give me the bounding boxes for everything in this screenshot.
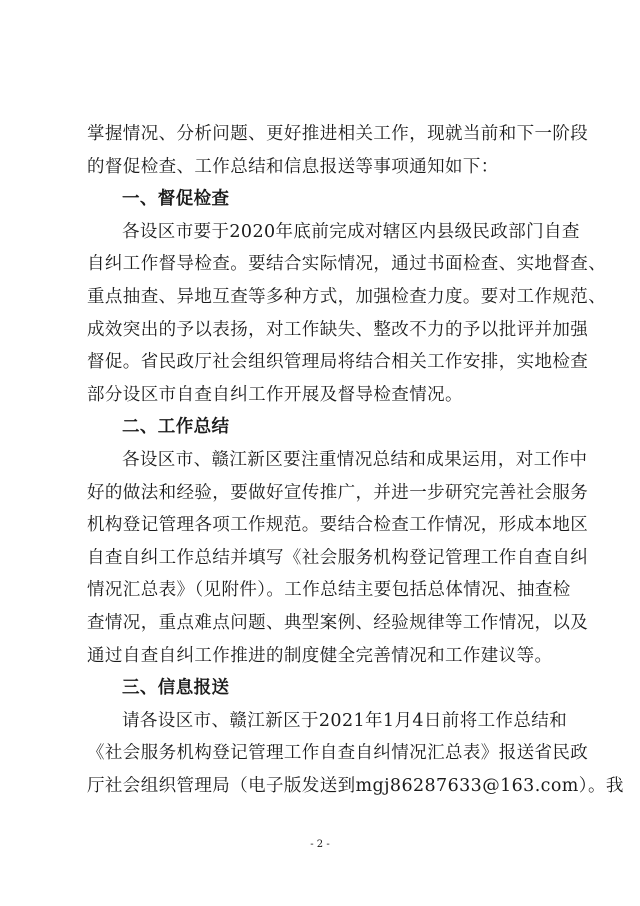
- section-heading-summary: 二、工作总结: [122, 417, 230, 438]
- paragraph-line: 通过自查自纠工作推进的制度健全完善情况和工作建议等。: [87, 645, 553, 666]
- paragraph-line: 的督促检查、工作总结和信息报送等事项通知如下：: [87, 156, 499, 177]
- section-heading-reporting: 三、信息报送: [122, 678, 230, 699]
- paragraph-line: 各设区市、赣江新区要注重情况总结和成果运用，对工作中: [122, 449, 588, 470]
- paragraph-line: 机构登记管理各项工作规范。要结合检查工作情况，形成本地区: [87, 515, 589, 536]
- paragraph-line: 好的做法和经验，要做好宣传推广，并进一步研究完善社会服务: [87, 482, 589, 503]
- paragraph-line: 成效突出的予以表扬，对工作缺失、整改不力的予以批评并加强: [87, 319, 589, 340]
- paragraph-line: 掌握情况、分析问题、更好推进相关工作，现就当前和下一阶段: [87, 124, 589, 144]
- paragraph-line: 重点抽查、异地互查等多种方式，加强检查力度。要对工作规范、: [87, 286, 607, 307]
- paragraph-line: 请各设区市、赣江新区于2021年1月4日前将工作总结和: [122, 710, 568, 731]
- paragraph-line: 督促。省民政厅社会组织管理局将结合相关工作安排，实地检查: [87, 352, 589, 373]
- paragraph-line: 《社会服务机构登记管理工作自查自纠情况汇总表》报送省民政: [87, 743, 589, 764]
- paragraph-line: 各设区市要于2020年底前完成对辖区内县级民政部门自查: [122, 221, 580, 242]
- paragraph-line: 自查自纠工作总结并填写《社会服务机构登记管理工作自查自纠: [87, 547, 589, 568]
- paragraph-line: 部分设区市自查自纠工作开展及督导检查情况。: [87, 384, 463, 405]
- page-number: - 2 -: [310, 839, 330, 850]
- paragraph-line: 自纠工作督导检查。要结合实际情况，通过书面检查、实地督查、: [87, 254, 607, 275]
- document-body: [87, 118, 624, 802]
- section-heading-supervision: 一、督促检查: [122, 189, 230, 210]
- paragraph-line: 厅社会组织管理局（电子版发送到mgj86287633@163.com）。我: [87, 775, 624, 796]
- paragraph-line: 查情况，重点难点问题、典型案例、经验规律等工作情况，以及: [87, 612, 589, 633]
- paragraph-line: 情况汇总表》（见附件）。工作总结主要包括总体情况、抽查检: [87, 580, 571, 601]
